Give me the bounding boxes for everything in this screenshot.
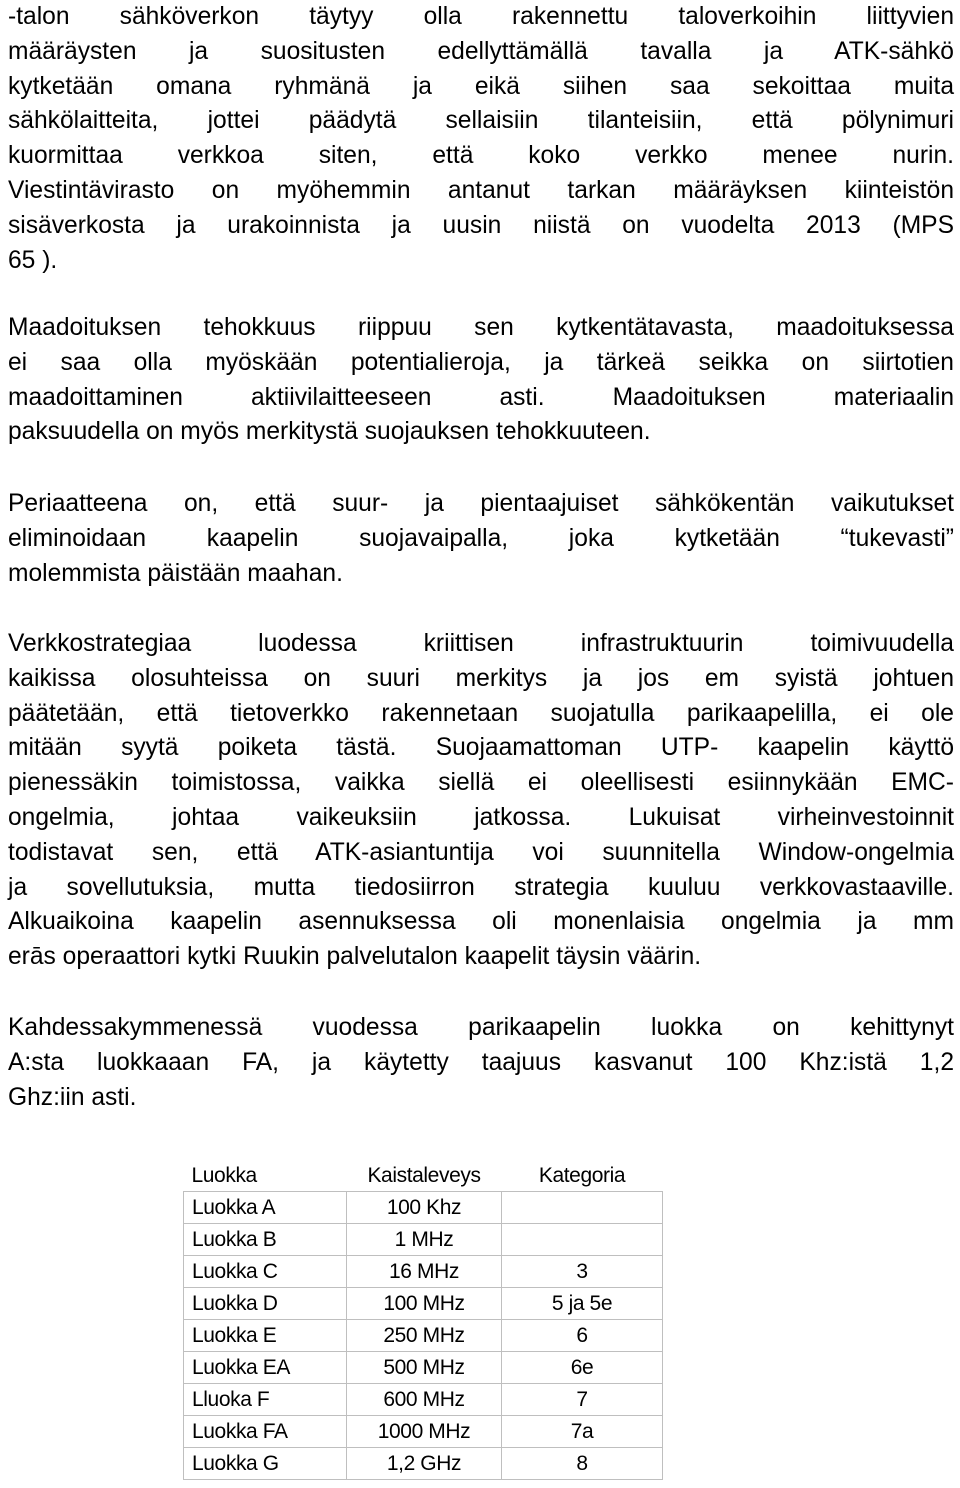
- text-line: A:sta luokkaaan FA, ja käytetty taajuus kasvanut 100 Khz:istä 1,2: [8, 1048, 954, 1076]
- cell-class: Lluoka F: [184, 1384, 347, 1416]
- paragraph-electrical-network: [8, 0, 954, 278]
- column-header-bandwidth: Kaistaleveys: [367, 1163, 481, 1187]
- cell-category: 7a: [502, 1416, 663, 1448]
- cell-class: Luokka B: [184, 1224, 347, 1256]
- table-row: [184, 1448, 663, 1480]
- text-line: -talon sähköverkon täytyy olla rakennettu taloverkoihin liittyvien: [8, 3, 954, 30]
- cell-class: Luokka EA: [184, 1352, 347, 1384]
- cell-bandwidth: 600 MHz: [347, 1384, 502, 1416]
- cell-category: [502, 1192, 663, 1224]
- text-line: kytketään omana ryhmänä ja eikä siihen saa sekoittaa muita: [8, 72, 954, 100]
- cell-class: Luokka D: [184, 1288, 347, 1320]
- cell-category: [502, 1224, 663, 1256]
- table-row: [184, 1288, 663, 1320]
- cell-category: 7: [502, 1384, 663, 1416]
- cell-bandwidth: 250 MHz: [347, 1320, 502, 1352]
- paragraph-cable-evolution: [8, 1011, 954, 1115]
- cell-category: 3: [502, 1256, 663, 1288]
- table-header-row: [184, 1160, 663, 1192]
- cell-bandwidth: 1,2 GHz: [347, 1448, 502, 1480]
- table-row: [184, 1416, 663, 1448]
- column-header-category: Kategoria: [538, 1163, 626, 1187]
- text-line: molemmista päistään maahan.: [8, 559, 343, 587]
- paragraph-network-strategy: [8, 627, 954, 975]
- text-line: maadoittaminen aktiivilaitteeseen asti. Maadoituksen materiaalin: [8, 383, 954, 411]
- cell-bandwidth: 1000 MHz: [347, 1416, 502, 1448]
- paragraph-principle: [8, 487, 954, 591]
- cell-class: Luokka G: [184, 1448, 347, 1480]
- text-line: erās operaattori kytki Ruukin palvelutalon kaapelit täysin väärin.: [8, 943, 702, 971]
- text-line: ei saa olla myöskään potentialieroja, ja tärkeä seikka on siirtotien: [8, 348, 954, 376]
- text-line: Verkkostrategiaa luodessa kriittisen infrastruktuurin toimivuudella: [8, 630, 954, 657]
- paragraph-grounding: [8, 311, 954, 450]
- text-line: kaikissa olosuhteissa on suuri merkitys ja jos em syistä johtuen: [8, 664, 954, 692]
- cell-category: 8: [502, 1448, 663, 1480]
- cell-class: Luokka A: [184, 1192, 347, 1224]
- cell-bandwidth: 100 Khz: [347, 1192, 502, 1224]
- text-line: ongelmia, johtaa vaikeuksiin jatkossa. Lukuisat virheinvestoinnit: [8, 803, 954, 831]
- text-line: päätetään, että tietoverkko rakennetaan suojatulla parikaapelilla, ei ole: [8, 699, 954, 727]
- text-line: määräysten ja suositusten edellyttämällä tavalla ja ATK-sähkö: [8, 37, 954, 65]
- table-row: [184, 1320, 663, 1352]
- cable-class-table: [183, 1160, 663, 1480]
- text-line: todistavat sen, että ATK-asiantuntija voi suunnitella Window-ongelmia: [8, 838, 954, 866]
- table-row: [184, 1352, 663, 1384]
- table-row: [184, 1224, 663, 1256]
- text-line: sähkölaitteita, jottei päädytä sellaisiin tilanteisiin, että pölynimuri: [8, 107, 954, 135]
- text-line: ja sovellutuksia, mutta tiedosiirron strategia kuuluu verkkovastaaville.: [8, 873, 954, 901]
- text-line: kuormittaa verkkoa siten, että koko verkko menee nurin.: [8, 142, 954, 170]
- text-line: Periaatteena on, että suur- ja pientaajuiset sähkökentän vaikutukset: [8, 490, 954, 517]
- table-row: [184, 1256, 663, 1288]
- text-line: Alkuaikoina kaapelin asennuksessa oli monenlaisia ongelmia ja mm: [8, 908, 954, 936]
- cell-bandwidth: 500 MHz: [347, 1352, 502, 1384]
- text-line: paksuudella on myös merkitystä suojauksen tehokkuuteen.: [8, 418, 651, 446]
- text-line: 65 ).: [8, 246, 58, 274]
- text-line: eliminoidaan kaapelin suojavaipalla, joka kytketään “tukevasti”: [8, 524, 954, 552]
- cell-bandwidth: 16 MHz: [347, 1256, 502, 1288]
- text-line: Viestintävirasto on myöhemmin antanut tarkan määräyksen kiinteistön: [8, 176, 954, 204]
- cell-class: Luokka C: [184, 1256, 347, 1288]
- column-header-class: Luokka: [191, 1163, 257, 1187]
- text-line: sisäverkosta ja urakoinnista ja uusin niistä on vuodelta 2013 (MPS: [8, 211, 954, 239]
- table-row: [184, 1384, 663, 1416]
- text-line: Kahdessakymmenessä vuodessa parikaapelin luokka on kehittynyt: [8, 1014, 954, 1041]
- text-line: Ghz:iin asti.: [8, 1083, 137, 1111]
- cell-category: 5 ja 5e: [502, 1288, 663, 1320]
- cell-bandwidth: 1 MHz: [347, 1224, 502, 1256]
- cell-category: 6e: [502, 1352, 663, 1384]
- cell-class: Luokka FA: [184, 1416, 347, 1448]
- cell-class: Luokka E: [184, 1320, 347, 1352]
- cell-category: 6: [502, 1320, 663, 1352]
- table-row: [184, 1192, 663, 1224]
- text-line: mitään syytä poiketa tästä. Suojaamattoman UTP- kaapelin käyttö: [8, 734, 954, 762]
- text-line: Maadoituksen tehokkuus riippuu sen kytkentätavasta, maadoituksessa: [8, 314, 954, 341]
- cell-bandwidth: 100 MHz: [347, 1288, 502, 1320]
- text-line: pienessäkin toimistossa, vaikka siellä ei oleellisesti esiinnykään EMC-: [8, 769, 954, 797]
